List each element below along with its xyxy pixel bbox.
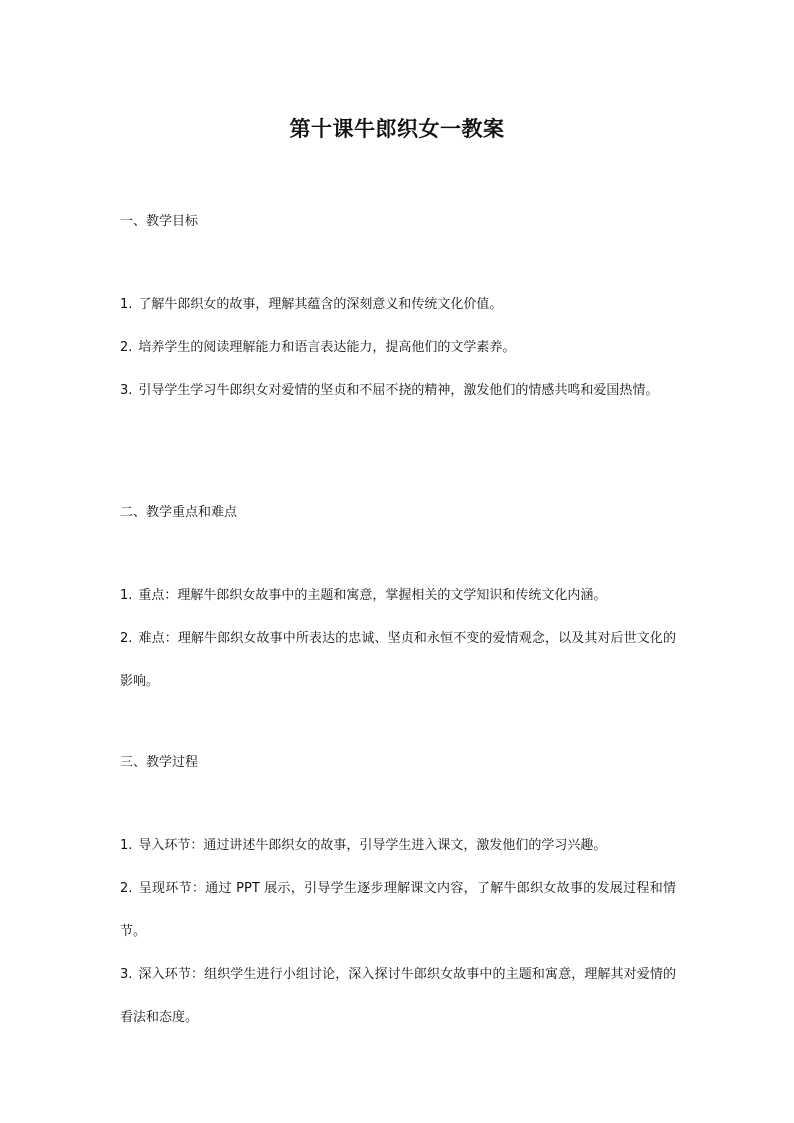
list-item xyxy=(120,953,676,1039)
list-item xyxy=(120,574,676,617)
list-item-text: 了解牛郎织女的故事，理解其蕴含的深刻意义和传统文化价值。 xyxy=(138,297,503,312)
list-item xyxy=(120,617,676,703)
section-heading-key-points: 二、教学重点和难点 xyxy=(120,505,238,520)
list-item-number: 1. xyxy=(120,838,133,853)
section-list-teaching-process xyxy=(120,824,676,1039)
list-item xyxy=(120,326,676,369)
list-item-number: 1. xyxy=(120,588,133,603)
list-item-text: 深入环节：组织学生进行小组讨论，深入探讨牛郎织女故事中的主题和寓意，理解其对爱情的看法和态度。 xyxy=(120,967,676,1025)
section-heading-teaching-process: 三、教学过程 xyxy=(120,755,199,770)
list-item-text: 难点：理解牛郎织女故事中所表达的忠诚、坚贞和永恒不变的爱情观念，以及其对后世文化的影响。 xyxy=(120,631,676,689)
section-list-teaching-goals xyxy=(120,283,676,412)
list-item xyxy=(120,867,676,953)
list-item-number: 3. xyxy=(120,967,133,982)
document-title: 第十课牛郎织女一教案 xyxy=(289,117,505,141)
list-item-number: 2. xyxy=(120,340,133,355)
list-item-number: 2. xyxy=(120,881,133,896)
list-item-text: 培养学生的阅读理解能力和语言表达能力，提高他们的文学素养。 xyxy=(138,340,516,355)
list-item-text: 引导学生学习牛郎织女对爱情的坚贞和不屈不挠的精神，激发他们的情感共鸣和爱国热情。 xyxy=(138,383,659,398)
list-item-number: 3. xyxy=(120,383,133,398)
list-item xyxy=(120,283,676,326)
list-item-text: 呈现环节：通过 PPT 展示，引导学生逐步理解课文内容，了解牛郎织女故事的发展过程和情节。 xyxy=(120,881,676,939)
list-item-number: 2. xyxy=(120,631,133,646)
section-heading-teaching-goals: 一、教学目标 xyxy=(120,214,199,229)
section-list-key-points xyxy=(120,574,676,703)
list-item xyxy=(120,824,676,867)
list-item-number: 1. xyxy=(120,297,133,312)
list-item-text: 重点：理解牛郎织女故事中的主题和寓意，掌握相关的文学知识和传统文化内涵。 xyxy=(138,588,607,603)
list-item xyxy=(120,369,676,412)
list-item-text: 导入环节：通过讲述牛郎织女的故事，引导学生进入课文，激发他们的学习兴趣。 xyxy=(138,838,607,853)
